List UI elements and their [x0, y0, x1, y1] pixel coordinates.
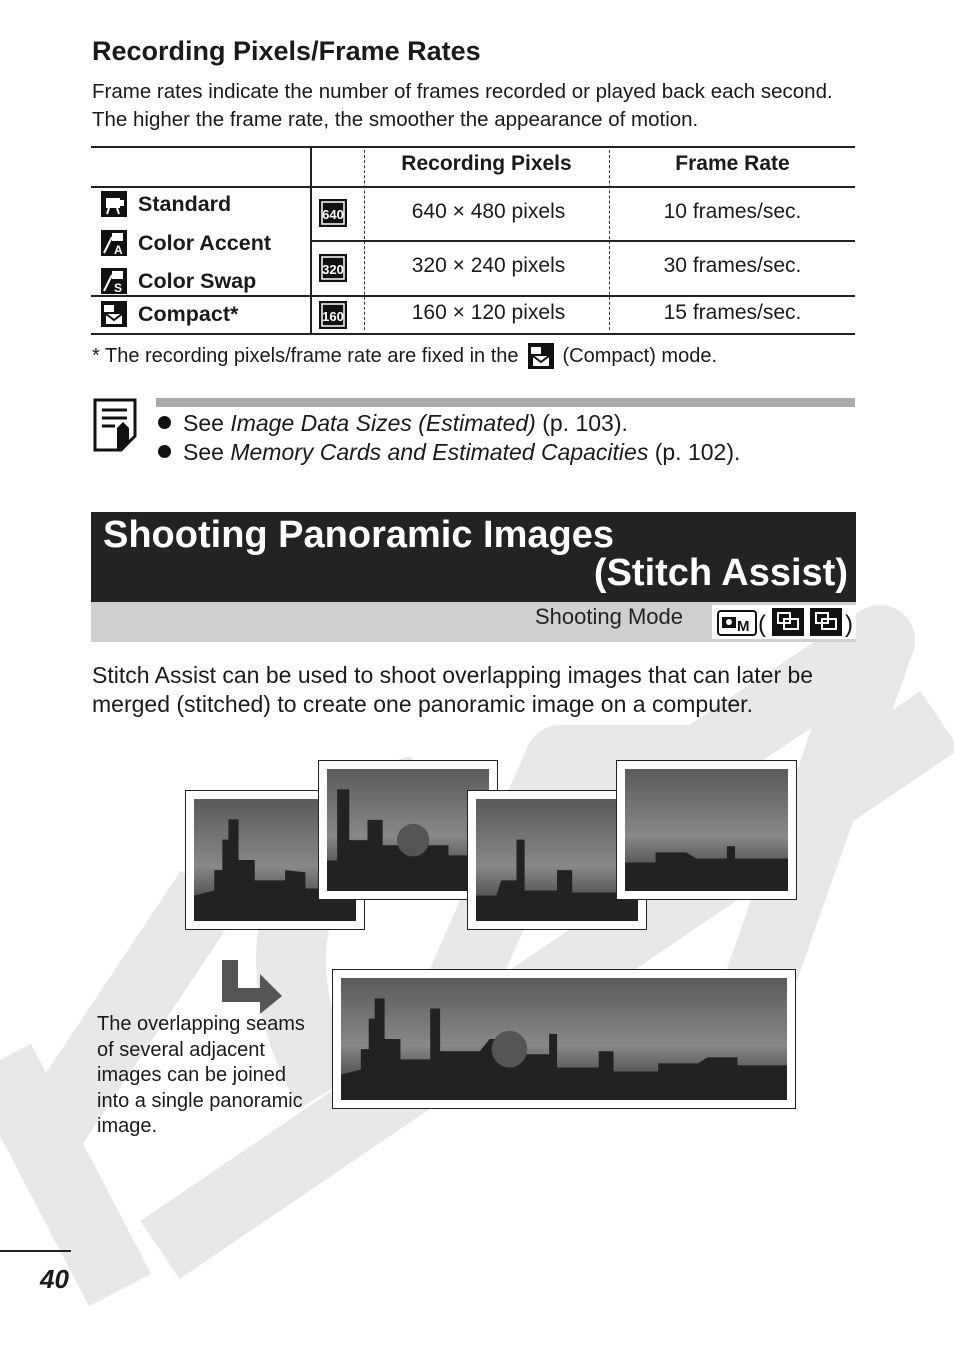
compact-movie-icon: [527, 342, 555, 370]
section-intro: Frame rates indicate the number of frames recorded or played back each second. The higher the frame rate, the smoother the appearance of motion.: [92, 80, 833, 131]
svg-text:S: S: [114, 281, 123, 295]
merge-arrow-icon: [220, 958, 284, 1014]
mode-standard: Standard: [100, 190, 231, 218]
page-number: 40: [40, 1264, 69, 1294]
rate-160: 15 frames/sec.: [663, 301, 802, 324]
color-accent-icon: [100, 229, 128, 257]
shooting-mode-label: Shooting Mode: [535, 604, 683, 629]
note-link[interactable]: Image Data Sizes (Estimated): [230, 410, 536, 436]
stitch-assist-description: Stitch Assist can be used to shoot overlapping images that can later be merged (stitched) to create one panoramic image on a computer.: [92, 662, 814, 717]
color-swap-icon: [100, 267, 128, 295]
note-divider: [156, 398, 855, 407]
shooting-mode-icons: [712, 605, 856, 639]
source-photo-4: [616, 760, 797, 900]
shooting-mode-strip: [91, 602, 856, 642]
mode-color-accent: A Color Accent: [100, 229, 271, 257]
svg-text:A: A: [114, 243, 123, 257]
panorama-photo: [332, 969, 796, 1109]
svg-text:320: 320: [322, 262, 344, 277]
rate-640: 10 frames/sec.: [663, 200, 802, 223]
bullet-icon: [158, 445, 171, 458]
size-320-icon: [318, 253, 348, 283]
bullet-icon: [158, 416, 171, 429]
section-title: Recording Pixels/Frame Rates: [92, 36, 481, 66]
svg-text:640: 640: [322, 207, 344, 222]
header-frame-rate: Frame Rate: [675, 152, 790, 175]
page-rule: [0, 1250, 71, 1252]
note-item: See Image Data Sizes (Estimated) (p. 103).: [158, 410, 628, 437]
pixels-320: 320 × 240 pixels: [411, 254, 566, 277]
banner-title-line1: Shooting Panoramic Images: [103, 514, 614, 556]
note-item: See Memory Cards and Estimated Capacities (p. 102).: [158, 439, 740, 466]
svg-text:M: M: [737, 618, 750, 635]
pixels-160: 160 × 120 pixels: [411, 301, 566, 324]
standard-movie-icon: [100, 190, 128, 218]
size-640-icon: [318, 198, 348, 228]
rate-320: 30 frames/sec.: [663, 254, 802, 277]
svg-text:): ): [845, 611, 853, 638]
mode-compact: Compact*: [100, 300, 238, 328]
note-link[interactable]: Memory Cards and Estimated Capacities: [230, 439, 649, 465]
size-160-icon: [318, 300, 348, 330]
table-footnote: * The recording pixels/frame rate are fixed in the (Compact) mode.: [92, 342, 717, 370]
svg-text:(: (: [758, 611, 766, 638]
mode-color-swap: S Color Swap: [100, 267, 256, 295]
chapter-banner: [91, 512, 856, 602]
panorama-caption: The overlapping seams of several adjacent images can be joined into a single panoramic image.: [97, 1013, 305, 1137]
pixels-640: 640 × 480 pixels: [411, 200, 566, 223]
header-recording-pixels: Recording Pixels: [401, 152, 572, 175]
svg-text:160: 160: [322, 309, 344, 324]
note-icon: [93, 398, 137, 452]
compact-movie-icon: [100, 300, 128, 328]
banner-title-line2: (Stitch Assist): [593, 552, 848, 594]
